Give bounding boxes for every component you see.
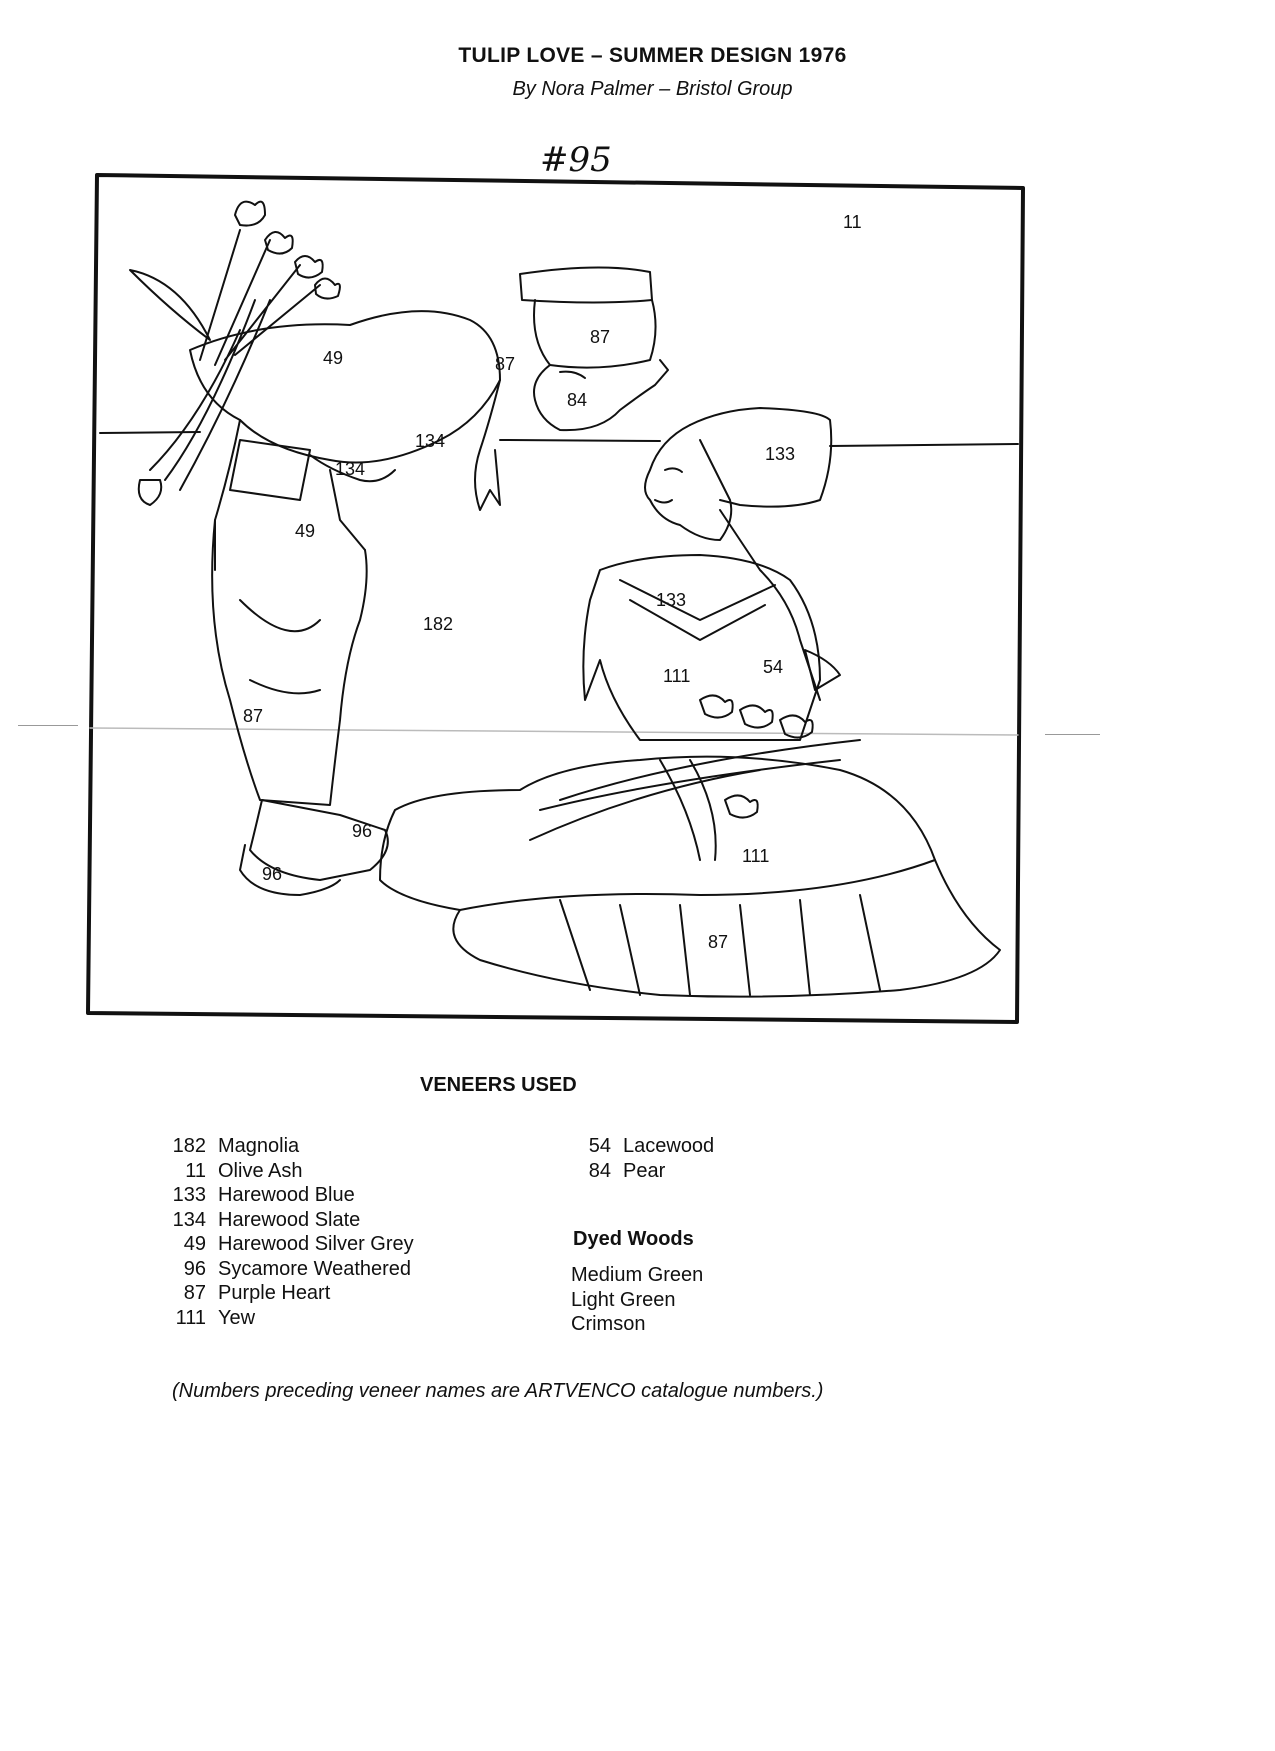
- dyed-woods-heading: Dyed Woods: [573, 1228, 694, 1250]
- pattern-label: 133: [656, 590, 687, 610]
- pattern-label: 111: [663, 666, 691, 686]
- veneer-number: 96: [183, 1257, 206, 1280]
- woman-tulip-bouquet: [530, 740, 860, 860]
- pattern-label: 49: [295, 521, 316, 541]
- list-item: [166, 1208, 414, 1233]
- woman-skirt: [380, 757, 1000, 997]
- veneer-name: Purple Heart: [218, 1282, 331, 1304]
- pattern-label: 87: [495, 354, 516, 374]
- list-item: [166, 1183, 414, 1208]
- list-item: [166, 1159, 414, 1184]
- pattern-label: 87: [708, 932, 729, 952]
- list-item: [166, 1306, 414, 1331]
- veneer-name: Pear: [623, 1159, 666, 1182]
- scan-mark: [18, 725, 78, 726]
- veneer-number: 84: [588, 1159, 611, 1182]
- pattern-label: 133: [765, 444, 796, 464]
- pattern-label: 96: [352, 821, 373, 841]
- pattern-label: 49: [323, 348, 344, 368]
- veneer-name: Lacewood: [623, 1135, 715, 1157]
- pattern-label: 84: [567, 390, 588, 410]
- pattern-label: 87: [590, 327, 611, 347]
- list-item: Crimson: [571, 1313, 646, 1335]
- list-item: [166, 1232, 414, 1257]
- scan-mark: [1045, 734, 1100, 735]
- list-item: [571, 1159, 714, 1184]
- veneer-name: Yew: [218, 1306, 256, 1329]
- list-item: [166, 1257, 414, 1282]
- veneer-number: 11: [185, 1159, 206, 1182]
- list-item: [571, 1134, 714, 1159]
- man-face: [534, 360, 668, 430]
- veneer-number: 111: [175, 1306, 206, 1329]
- veneer-number: 133: [172, 1184, 206, 1206]
- veneer-name: Harewood Blue: [218, 1184, 355, 1206]
- veneer-number: 54: [588, 1135, 611, 1157]
- pattern-label: 11: [843, 212, 862, 232]
- pattern-label: 182: [423, 614, 454, 634]
- woman-blouse: [583, 555, 820, 740]
- pattern-label: 111: [742, 846, 770, 866]
- man-hat: [520, 267, 652, 302]
- pattern-label: 54: [763, 657, 784, 677]
- man-trousers: [212, 520, 367, 805]
- pattern-label: 96: [262, 864, 283, 884]
- pattern-label: 134: [335, 459, 366, 479]
- veneers-heading: VENEERS USED: [420, 1074, 577, 1096]
- ground-line: [90, 728, 1018, 735]
- pattern-label: 134: [415, 431, 446, 451]
- woman-face: [645, 425, 731, 540]
- handwritten-number: #95: [540, 140, 612, 180]
- veneer-name: Olive Ash: [218, 1159, 303, 1182]
- veneer-name: Harewood Slate: [218, 1208, 361, 1231]
- dyed-woods-list: [571, 1263, 703, 1337]
- document-title: TULIP LOVE – SUMMER DESIGN 1976: [458, 44, 847, 67]
- veneer-number: 49: [183, 1233, 206, 1255]
- list-item: Medium Green: [571, 1264, 704, 1286]
- veneer-list-right: [571, 1134, 714, 1183]
- list-item: Light Green: [571, 1288, 676, 1311]
- veneer-name: Harewood Silver Grey: [218, 1233, 414, 1255]
- woman-bonnet: [690, 408, 831, 507]
- veneer-number: 182: [172, 1135, 206, 1157]
- veneer-name: Magnolia: [218, 1135, 300, 1157]
- veneer-list-left: [166, 1134, 414, 1330]
- veneer-name: Sycamore Weathered: [218, 1257, 412, 1280]
- veneer-number: 134: [172, 1208, 206, 1231]
- pattern-label: 87: [243, 706, 264, 726]
- veneer-number: 87: [183, 1282, 206, 1304]
- document-subtitle: By Nora Palmer – Bristol Group: [512, 78, 793, 100]
- footnote: (Numbers preceding veneer names are ARTVENCO catalogue numbers.): [172, 1380, 824, 1402]
- list-item: [166, 1134, 414, 1159]
- list-item: [166, 1281, 414, 1306]
